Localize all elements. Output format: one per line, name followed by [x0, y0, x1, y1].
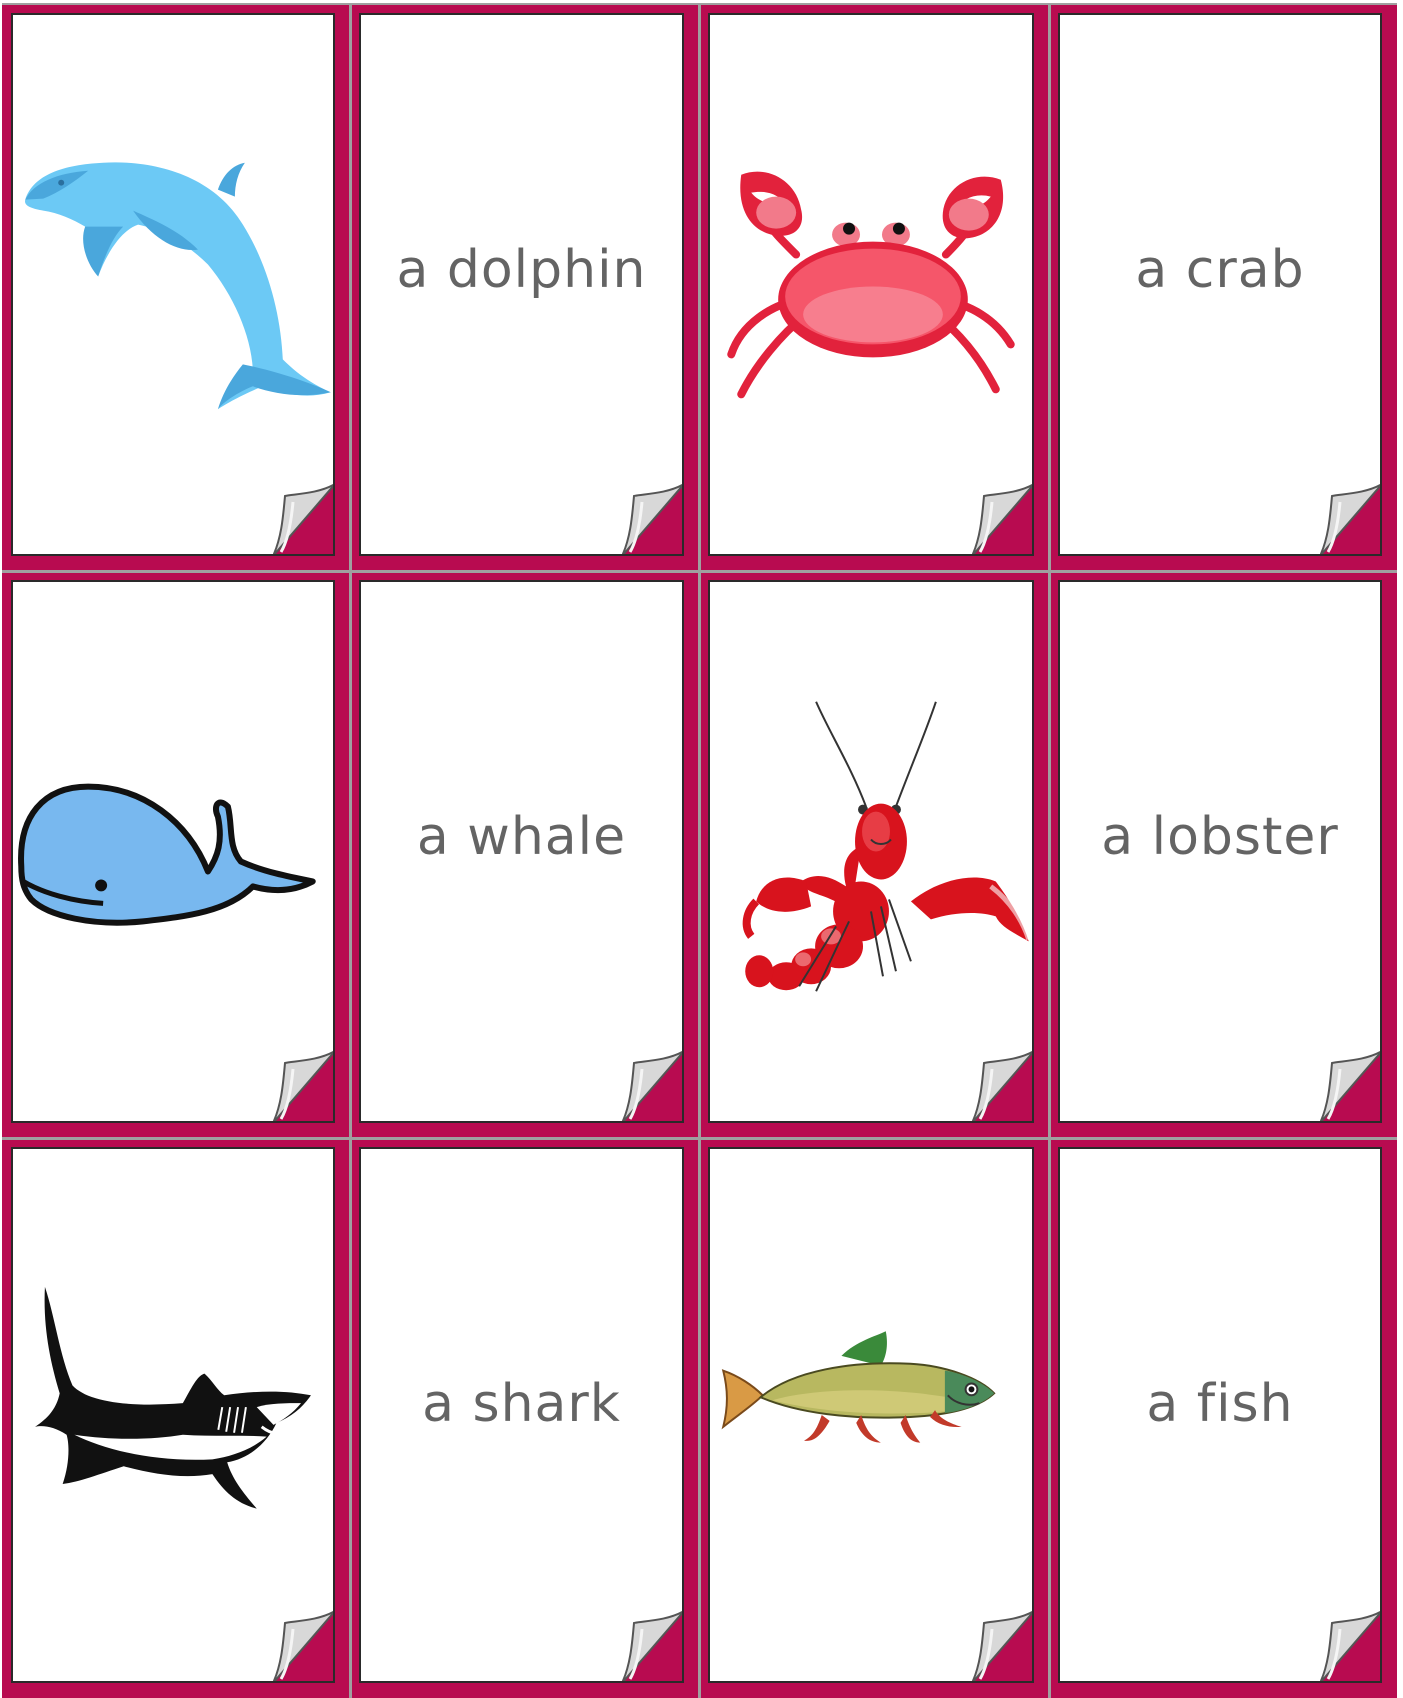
- page-curl-icon: [622, 1611, 684, 1683]
- page-curl-icon: [622, 484, 684, 556]
- grid-line: [698, 4, 701, 1698]
- card-fish-picture[interactable]: [699, 1138, 1049, 1698]
- card-word: a whale: [416, 807, 627, 867]
- card-lobster-picture[interactable]: [699, 571, 1049, 1138]
- card-whale-word[interactable]: [350, 571, 699, 1138]
- grid-line: [2, 1137, 1397, 1140]
- grid-line: [2, 3, 1397, 5]
- card-shark-word[interactable]: [350, 1138, 699, 1698]
- page-curl-icon: [1320, 484, 1382, 556]
- card-word: a dolphin: [396, 240, 647, 300]
- page-curl-icon: [1320, 1611, 1382, 1683]
- fish-icon: [710, 1149, 1032, 1681]
- page-curl-icon: [273, 1611, 335, 1683]
- grid-line: [1048, 4, 1051, 1698]
- card-fish-word[interactable]: [1049, 1138, 1397, 1698]
- grid-line: [349, 4, 352, 1698]
- page-curl-icon: [273, 484, 335, 556]
- page-curl-icon: [972, 1051, 1034, 1123]
- lobster-icon: [710, 582, 1032, 1121]
- card-lobster-word[interactable]: [1049, 571, 1397, 1138]
- page-curl-icon: [622, 1051, 684, 1123]
- crab-icon: [710, 15, 1032, 554]
- whale-icon: [13, 582, 333, 1121]
- card-crab-picture[interactable]: [699, 4, 1049, 571]
- grid-line: [2, 570, 1397, 573]
- dolphin-icon: [13, 15, 333, 554]
- shark-icon: [13, 1149, 333, 1681]
- card-whale-picture[interactable]: [2, 571, 350, 1138]
- card-dolphin-word[interactable]: [350, 4, 699, 571]
- card-shark-picture[interactable]: [2, 1138, 350, 1698]
- card-word: a fish: [1146, 1374, 1294, 1434]
- page-curl-icon: [972, 484, 1034, 556]
- card-crab-word[interactable]: [1049, 4, 1397, 571]
- page-curl-icon: [1320, 1051, 1382, 1123]
- card-word: a lobster: [1101, 807, 1339, 867]
- card-word: a shark: [422, 1374, 621, 1434]
- page-curl-icon: [972, 1611, 1034, 1683]
- card-word: a crab: [1135, 240, 1305, 300]
- page-curl-icon: [273, 1051, 335, 1123]
- card-dolphin-picture[interactable]: [2, 4, 350, 571]
